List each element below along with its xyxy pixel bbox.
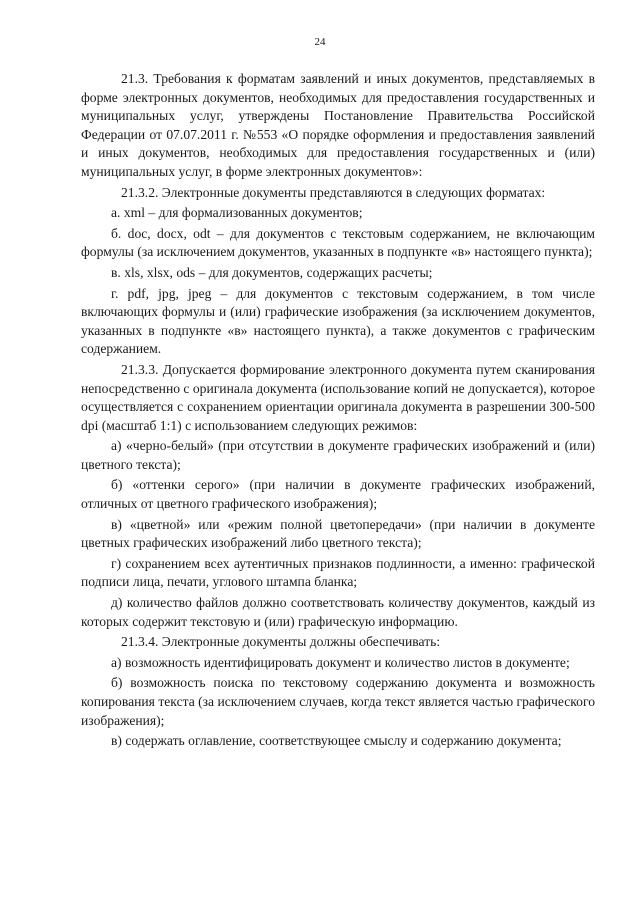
format-item-a: а. xml – для формализованных документов; xyxy=(111,205,363,221)
requirement-v: в) содержать оглавление, соответствующее смыслу и содержанию документа; xyxy=(111,733,562,749)
section-21-3-2: 21.3.2. Электронные документы представляются в следующих форматах: xyxy=(121,184,546,200)
section-21-3-3: 21.3.3. Допускается формирование электронного документа путем сканирования непосредственно с оригинала документа (использование копий не допускается), которое осуществляется с сохранением ориентации оригинала документа в разрешении 300-500 dpi (масштаб 1:1) с использованием следующих режимов: xyxy=(81,361,595,433)
scan-mode-d: д) количество файлов должно соответствовать количеству документов, каждый из которых содержит текстовую и (или) графическую информацию. xyxy=(81,595,595,629)
document-body xyxy=(81,70,595,753)
scan-mode-a: а) «черно-белый» (при отсутствии в документе графических изображений и (или) цветного текста); xyxy=(81,438,595,472)
scan-mode-v: в) «цветной» или «режим полной цветопередачи» (при наличии в документе цветных графических изображений либо цветного текста); xyxy=(81,516,595,551)
scan-mode-b: б) «оттенки серого» (при наличии в документе графических изображений, отличных от цветного графического изображения); xyxy=(81,477,595,512)
section-21-3: 21.3. Требования к форматам заявлений и иных документов, представляемых в форме электронных документов, необходимых для предоставления государственных и муниципальных услуг, утверждены Постановление Правительства Российской Федерации от 07.07.2011 г. №553 «О порядке оформления и предоставления заявлений и иных документов, необходимых для предоставления государственных и (или) муниципальных услуг, в форме электронных документов»: xyxy=(81,71,595,179)
format-item-g: г. pdf, jpg, jpeg – для документов с текстовым содержанием, в том числе включающих формулы и (или) графические изображения (за исключением документов, указанных в подпункте «в» настоящего пункта), а также документов с графическим содержанием. xyxy=(81,285,595,357)
section-21-3-4: 21.3.4. Электронные документы должны обеспечивать: xyxy=(121,634,441,650)
format-item-v: в. xls, xlsx, ods – для документов, содержащих расчеты; xyxy=(111,264,433,280)
format-item-b: б. doc, docx, odt – для документов с текстовым содержанием, не включающим формулы (за исключением документов, указанных в подпункте «в» настоящего пункта); xyxy=(81,225,595,260)
requirement-b: б) возможность поиска по текстовому содержанию документа и возможность копирования текста (за исключением случаев, когда текст является частью графического изображения); xyxy=(81,675,595,728)
requirement-a: а) возможность идентифицировать документ и количество листов в документе; xyxy=(111,654,570,670)
scan-mode-g: г) сохранением всех аутентичных признаков подлинности, а именно: графической подписи лица, печати, углового штампа бланка; xyxy=(81,555,595,590)
page-number: 24 xyxy=(314,36,326,48)
